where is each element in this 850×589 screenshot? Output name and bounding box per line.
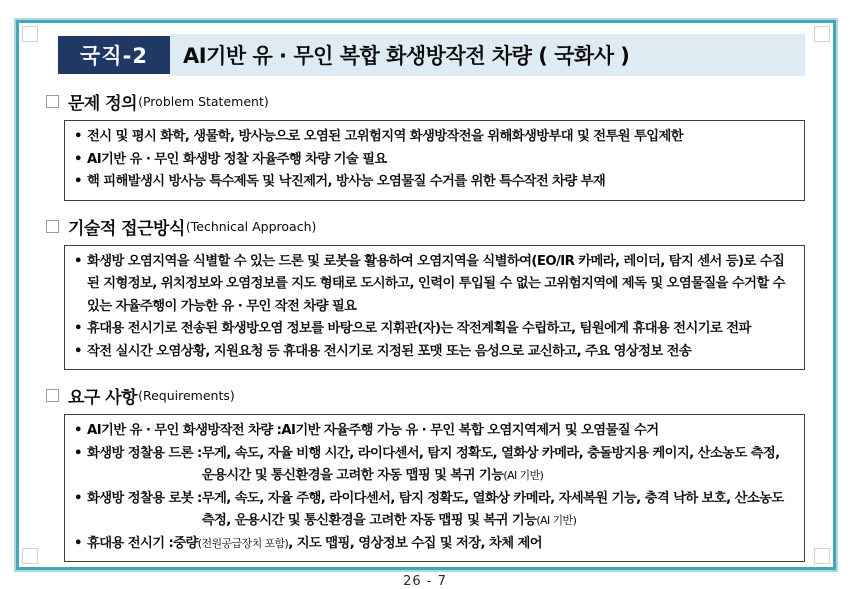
bullet-label: 화생방 정찰용 드론 : (87, 445, 202, 461)
bullet-marker: • (74, 174, 82, 189)
bullet-list (74, 126, 795, 194)
bullet-text-segment: 휴대용 전시기로 전송된 화생방오염 정보를 바탕으로 지휘관(자)는 작전계획을 수립하고, 팀원에게 휴대용 전시기로 전파 (87, 321, 751, 336)
bullet-marker: • (74, 151, 82, 167)
section-box (64, 120, 805, 201)
bullet-item (74, 318, 795, 341)
checkbox-icon (46, 95, 59, 108)
bullet-item (74, 443, 795, 488)
bullet-text-small: (전원공급장치 포함) (197, 536, 289, 550)
section-heading-en: (Requirements) (138, 388, 235, 403)
checkbox-icon (46, 389, 59, 402)
bullet-text-segment: 무게, 속도, 자율 주행, 라이다센서, 탐지 정확도, 열화상 카메라, 자세복원 기능, 충격 낙하 보호, 산소농도 측정, 운용시간 및 통신환경을 고려한 자동 맵핑 및 복귀 기능 (201, 490, 784, 528)
bullet-text-small: (AI 기반) (536, 514, 577, 527)
bullet-text-segment: AI기반 자율주행 가능 유 · 무인 복합 오염지역제거 및 오염물질 수거 (281, 423, 659, 438)
bullet-item (74, 126, 795, 149)
bullet-text (202, 488, 795, 533)
sections-container (48, 89, 807, 562)
bullet-text-segment: , 지도 맵핑, 영상정보 수집 및 저장, 차체 제어 (288, 535, 542, 551)
section-heading-ko: 문제 정의 (68, 94, 138, 114)
section-box (64, 245, 805, 371)
page-content (19, 23, 833, 567)
bullet-item (74, 251, 795, 319)
bullet-text (87, 341, 795, 364)
bullet-text-segment: 전시 및 평시 화학, 생물학, 방사능으로 오염된 고위험지역 화생방작전을 위해화생방부대 및 전투원 투입제한 (87, 129, 684, 144)
bullet-marker: • (74, 343, 82, 359)
bullet-label: AI기반 유 · 무인 화생방작전 차량 : (87, 423, 282, 438)
section-heading (46, 383, 807, 408)
bullet-text-segment: 중량 (173, 535, 198, 551)
bullet-text-segment: 무게, 속도, 자율 비행 시간, 라이다센서, 탐지 정확도, 열화상 카메라, 충돌방지용 케이지, 산소농도 측정, 운용시간 및 통신환경을 고려한 자동 맵핑 및 복귀 기능 (201, 445, 780, 483)
bullet-text (87, 318, 795, 341)
page-title: AI기반 유 · 무인 복합 화생방작전 차량 ( 국화사 ) (170, 34, 805, 76)
bullet-item (74, 171, 795, 194)
bullet-item (74, 488, 795, 533)
bullet-marker: • (74, 445, 82, 461)
section-heading-en: (Technical Approach) (185, 218, 317, 234)
bullet-text-small: (AI 기반) (503, 469, 544, 482)
project-code-badge: 국직-2 (58, 36, 170, 74)
bullet-text (87, 149, 795, 172)
bullet-item (74, 533, 795, 556)
section (48, 89, 807, 201)
bullet-list (74, 420, 795, 555)
section-heading-ko: 요구 사항 (68, 388, 138, 408)
page-border-frame (16, 20, 836, 570)
section-heading-en: (Problem Statement) (138, 94, 269, 109)
bullet-text (87, 171, 795, 194)
header (58, 34, 807, 76)
section (48, 383, 807, 562)
bullet-text (173, 533, 795, 556)
bullet-marker: • (74, 253, 82, 269)
bullet-item (74, 420, 795, 443)
bullet-item (74, 149, 795, 172)
page-number: 26 - 7 (403, 574, 447, 589)
bullet-list (74, 251, 795, 364)
bullet-text-segment: 화생방 오염지역을 식별할 수 있는 드론 및 로봇을 활용하여 오염지역을 식별하여(EO/IR 카메라, 레이더, 탐지 센서 등)로 수집된 지형정보, 위치정보와 오염정보를 지도 형태로 도시하고, 인력이 투입될 수 없는 고위험지역에 제독 및 오염물질을 수거할 수 있는 자율주행이 가능한 유 · 무인 작전 차량 필요 (87, 253, 785, 314)
bullet-label: 화생방 정찰용 로봇 : (87, 490, 202, 506)
bullet-marker: • (74, 321, 82, 336)
checkbox-icon (46, 220, 59, 233)
section-heading-ko: 기술적 접근방식 (68, 218, 185, 239)
section-box (64, 414, 805, 562)
bullet-text-segment: AI기반 유 · 무인 화생방 정찰 자율주행 차량 기술 필요 (87, 151, 387, 167)
bullet-text (202, 443, 795, 488)
bullet-text (281, 420, 795, 443)
bullet-text-segment: 핵 피해발생시 방사능 특수제독 및 낙진제거, 방사능 오염물질 수거를 위한 특수작전 차량 부재 (87, 174, 606, 189)
bullet-marker: • (74, 490, 82, 506)
bullet-label: 휴대용 전시기 : (87, 535, 174, 551)
section-heading (46, 89, 807, 114)
bullet-marker: • (74, 423, 82, 438)
bullet-marker: • (74, 129, 82, 144)
bullet-text (87, 251, 795, 319)
bullet-item (74, 341, 795, 364)
bullet-marker: • (74, 535, 82, 551)
bullet-text (87, 126, 795, 149)
section-heading (46, 214, 807, 239)
section (48, 214, 807, 371)
bullet-text-segment: 작전 실시간 오염상황, 지원요청 등 휴대용 전시기로 지정된 포맷 또는 음성으로 교신하고, 주요 영상정보 전송 (87, 343, 692, 359)
